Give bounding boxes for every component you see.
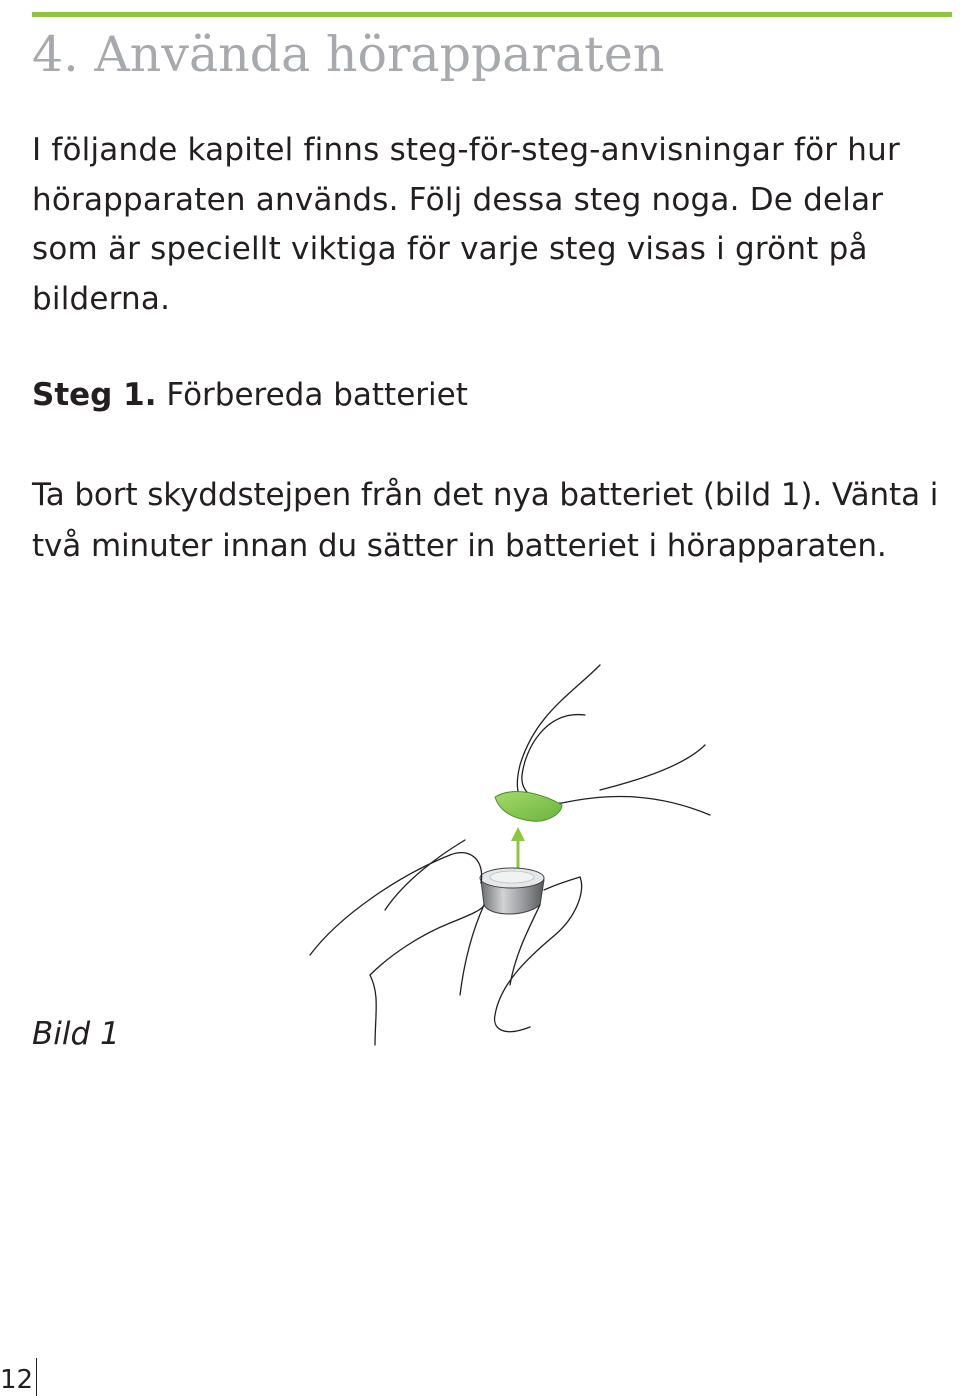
figure-caption: Bild 1 <box>32 1016 120 1052</box>
top-accent-rule <box>32 12 952 17</box>
intro-paragraph: I följande kapitel finns steg-för-steg-anvisningar för hur hörapparaten används. Följ dessa steg noga. De delar som är speciellt viktiga för varje steg visas i grönt på bilderna. <box>32 132 900 317</box>
protective-tape <box>495 792 562 822</box>
page-number: 12 <box>0 1365 34 1395</box>
step-heading <box>32 371 468 421</box>
upper-thumb-outline <box>517 665 710 815</box>
step-instruction: Ta bort skyddstejpen från det nya batteriet (bild 1). Vänta i två minuter innan du sätter in batteriet i hörapparaten. <box>32 477 939 564</box>
battery-tape-removal-illustration <box>300 655 720 1055</box>
step-number-label: Steg 1. <box>32 377 157 413</box>
battery <box>480 868 544 914</box>
step-title: Förbereda batteriet <box>166 377 468 413</box>
chapter-title: 4. Använda hörapparaten <box>32 26 665 83</box>
lower-fingers-outline <box>310 840 582 1045</box>
page-number-rule <box>36 1358 37 1396</box>
